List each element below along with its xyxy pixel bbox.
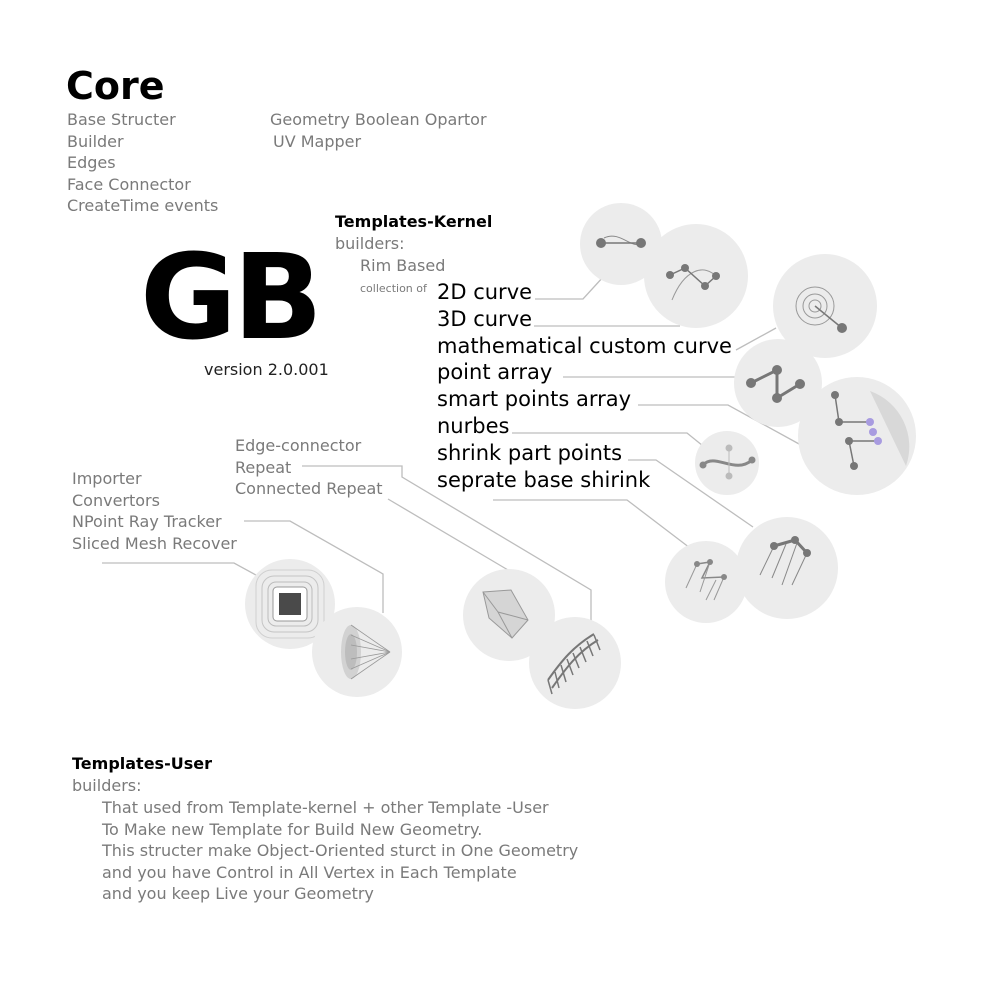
kernel-builders-label: builders:: [335, 234, 405, 253]
icon-ray-tracker: [312, 607, 402, 697]
kernel-item: nurbes: [437, 413, 510, 438]
leader-sliced-mesh: [102, 563, 265, 580]
version-label: version 2.0.001: [204, 360, 329, 379]
connector-item: Edge-connector: [235, 436, 362, 455]
core-title: Core: [66, 64, 165, 108]
kernel-item: seprate base shirink: [437, 467, 651, 492]
core-item: Face Connector: [67, 174, 191, 194]
kernel-item: smart points array: [437, 387, 632, 412]
user-description: [102, 797, 578, 905]
core-item: Edges: [67, 153, 116, 172]
importer-item: Convertors: [72, 490, 160, 510]
importer-list: [72, 468, 237, 554]
kernel-item: 3D curve: [437, 306, 533, 331]
kernel-item: point array: [437, 360, 553, 385]
importer-item: Sliced Mesh Recover: [72, 533, 237, 553]
icon-repeat: [529, 617, 621, 709]
core-list-right: [270, 109, 487, 152]
kernel-collection-label: collection of: [360, 282, 427, 295]
user-line: This structer make Object-Oriented sturct in One Geometry: [102, 841, 579, 860]
core-item: UV Mapper: [273, 131, 362, 151]
leader-connected-repeat: [388, 499, 508, 570]
icon-smart-points: [798, 377, 916, 495]
core-item: Base Structer: [67, 110, 176, 129]
user-line: and you keep Live your Geometry: [102, 884, 374, 903]
core-item: CreateTime events: [67, 196, 219, 215]
icon-shrink-part: [736, 517, 838, 619]
connector-item: Repeat: [235, 457, 292, 477]
user-line: and you have Control in All Vertex in Each Template: [102, 862, 517, 882]
kernel-item: 2D curve: [437, 280, 533, 304]
importer-item: NPoint Ray Tracker: [72, 512, 222, 531]
user-line: To Make new Template for Build New Geometry.: [102, 819, 483, 839]
kernel-rim-label: Rim Based: [360, 256, 446, 275]
user-line: That used from Template-kernel + other Template -User: [102, 798, 549, 817]
core-item: Geometry Boolean Opartor: [270, 110, 487, 129]
leader-seprate: [493, 500, 690, 548]
core-list-left: [67, 109, 218, 217]
kernel-title: Templates-Kernel: [335, 212, 493, 231]
gb-logo: GB: [140, 228, 319, 366]
connector-item: Connected Repeat: [235, 479, 383, 498]
connector-list: [235, 435, 383, 500]
icon-seprate-shrink: [665, 541, 747, 623]
kernel-item: mathematical custom curve: [437, 333, 732, 358]
kernel-list: [437, 279, 732, 493]
user-builders-label: builders:: [72, 776, 142, 795]
core-item: Builder: [67, 131, 124, 151]
user-title: Templates-User: [72, 754, 212, 773]
kernel-item: shrink part points: [437, 440, 623, 465]
importer-item: Importer: [72, 469, 142, 488]
